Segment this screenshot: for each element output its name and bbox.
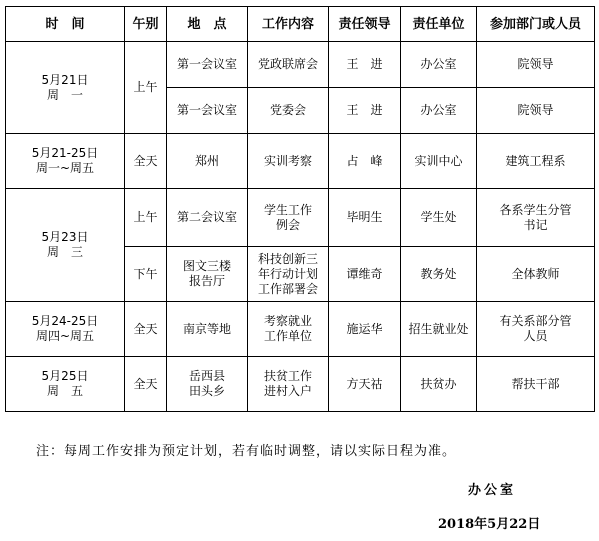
row-participants: 各系学生分管 书记 <box>477 189 595 247</box>
row-content: 党委会 <box>248 88 329 134</box>
row-participants: 全体教师 <box>477 247 595 302</box>
row-leader: 王 进 <box>329 88 401 134</box>
row-content: 实训考察 <box>248 134 329 189</box>
row-participants: 有关系部分管 人员 <box>477 302 595 357</box>
row-place: 南京等地 <box>167 302 248 357</box>
row-unit: 招生就业处 <box>401 302 477 357</box>
row-unit: 办公室 <box>401 42 477 88</box>
header-participants: 参加部门或人员 <box>477 7 595 42</box>
table-header-row <box>6 7 595 42</box>
row-half-day: 上午 <box>125 189 167 247</box>
row-unit: 教务处 <box>401 247 477 302</box>
header-place: 地 点 <box>167 7 248 42</box>
table-row <box>6 357 595 412</box>
row-half-day: 全天 <box>125 302 167 357</box>
row-participants: 帮扶干部 <box>477 357 595 412</box>
table-row <box>6 189 595 247</box>
issue-date: 2018年5月22日 <box>438 517 541 532</box>
header-half-day: 午别 <box>125 7 167 42</box>
row-place: 第二会议室 <box>167 189 248 247</box>
row-time: 5月23日 周 三 <box>6 189 125 302</box>
row-leader: 方天祜 <box>329 357 401 412</box>
row-half-day: 下午 <box>125 247 167 302</box>
row-half-day: 全天 <box>125 134 167 189</box>
row-leader: 毕明生 <box>329 189 401 247</box>
row-place: 图文三楼 报告厅 <box>167 247 248 302</box>
row-participants: 建筑工程系 <box>477 134 595 189</box>
row-unit: 实训中心 <box>401 134 477 189</box>
weekly-schedule-table <box>5 6 595 412</box>
row-place: 郑州 <box>167 134 248 189</box>
row-unit: 扶贫办 <box>401 357 477 412</box>
row-half-day: 全天 <box>125 357 167 412</box>
row-leader: 王 进 <box>329 42 401 88</box>
row-participants: 院领导 <box>477 88 595 134</box>
row-place: 岳西县 田头乡 <box>167 357 248 412</box>
row-participants: 院领导 <box>477 42 595 88</box>
header-leader: 责任领导 <box>329 7 401 42</box>
row-leader: 谭维奇 <box>329 247 401 302</box>
row-leader: 施运华 <box>329 302 401 357</box>
row-place: 第一会议室 <box>167 88 248 134</box>
header-time: 时 间 <box>6 7 125 42</box>
table-row <box>6 134 595 189</box>
header-unit: 责任单位 <box>401 7 477 42</box>
row-place: 第一会议室 <box>167 42 248 88</box>
row-content: 学生工作 例会 <box>248 189 329 247</box>
row-content: 考察就业 工作单位 <box>248 302 329 357</box>
row-unit: 办公室 <box>401 88 477 134</box>
header-content: 工作内容 <box>248 7 329 42</box>
row-unit: 学生处 <box>401 189 477 247</box>
row-leader: 占 峰 <box>329 134 401 189</box>
row-time: 5月21日 周 一 <box>6 42 125 134</box>
row-half-day: 上午 <box>125 42 167 134</box>
table-row <box>6 42 595 88</box>
row-content: 扶贫工作 进村入户 <box>248 357 329 412</box>
row-time: 5月25日 周 五 <box>6 357 125 412</box>
row-time: 5月21-25日 周一~周五 <box>6 134 125 189</box>
footnote: 注：每周工作安排为预定计划，若有临时调整，请以实际日程为准。 <box>36 444 457 459</box>
row-content: 党政联席会 <box>248 42 329 88</box>
row-time: 5月24-25日 周四~周五 <box>6 302 125 357</box>
row-content: 科技创新三 年行动计划 工作部署会 <box>248 247 329 302</box>
issuing-office: 办公室 <box>468 483 517 498</box>
table-row <box>6 302 595 357</box>
